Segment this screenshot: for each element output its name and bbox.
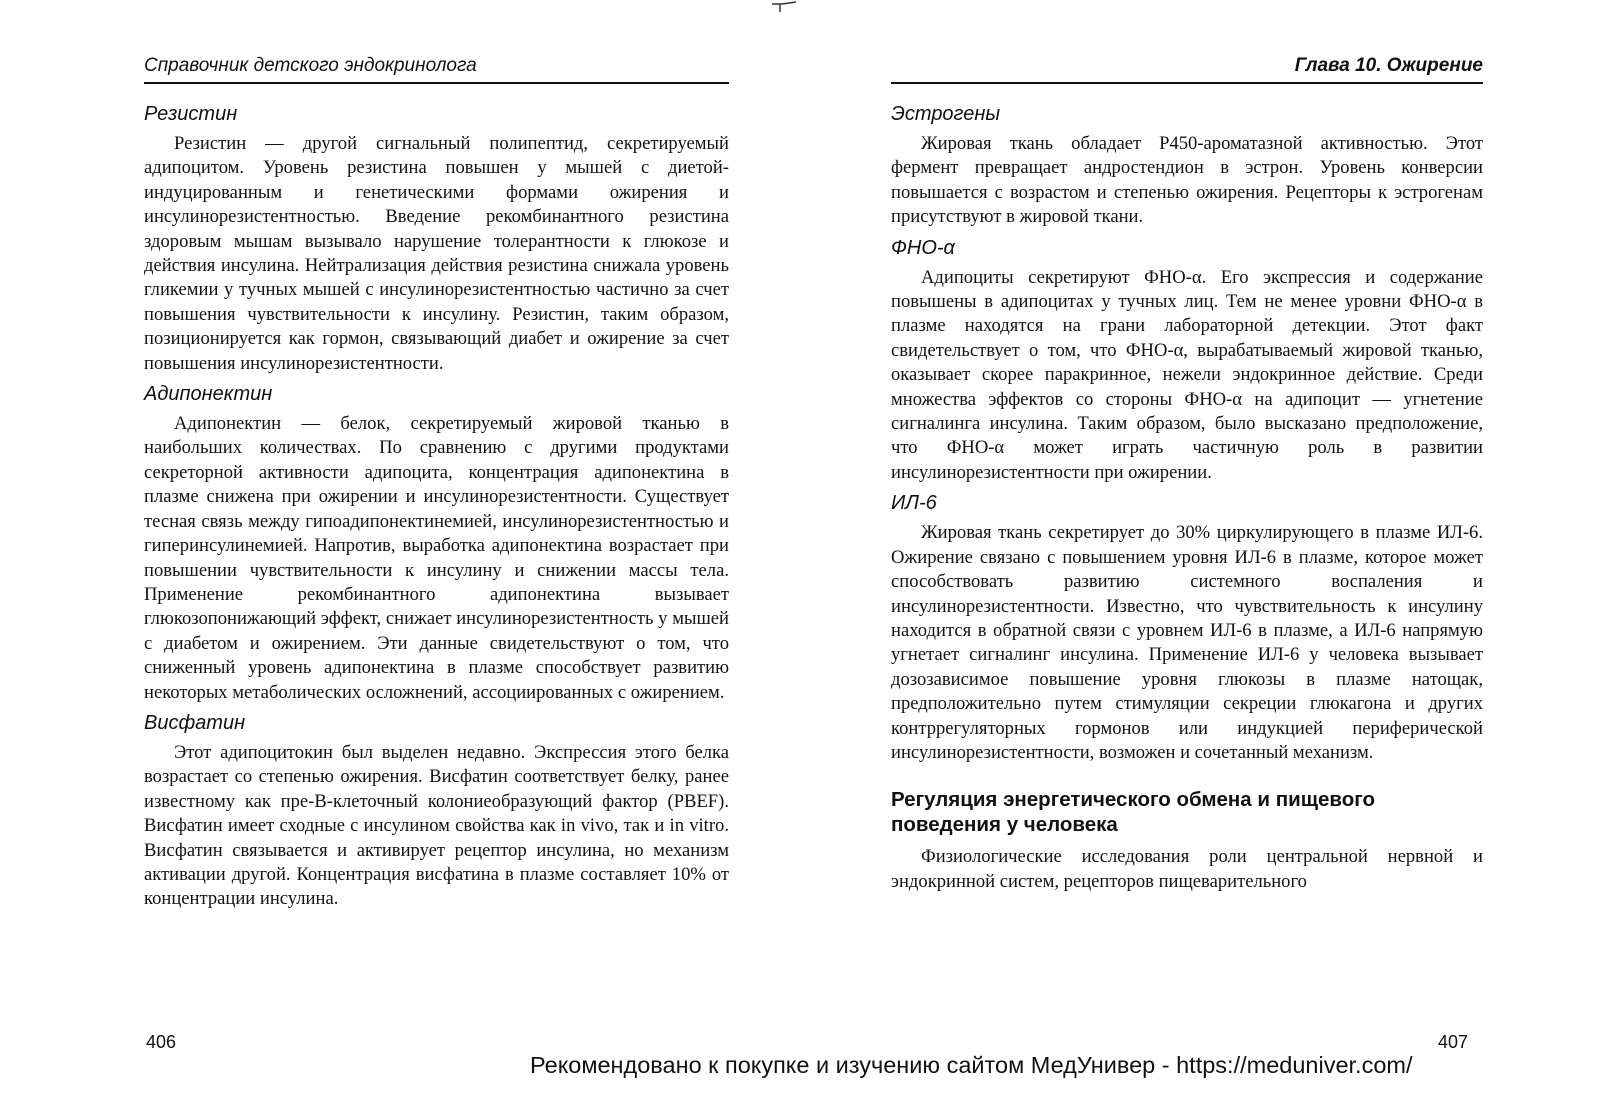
section-text-adiponectin: Адипонектин — белок, секретируемый жировой тканью в наибольших количествах. По сравнению с другими продуктами секреторной активности адипоцита, концентрация адипонектина в плазме снижена при ожирении и инсулинорезистентности. Существует тесная связь между гипоадипонектинемией, инсулинорезистентностью и гиперинсулинемией. Напротив, выработка адипонектина возрастает при повышении чувствительности к инсулину и снижении массы тела. Применение рекомбинантного адипонектина вызывает глюкозопонижающий эффект, снижает инсулинорезистентность у мышей с диабетом и ожирением. Эти данные свидетельствуют о том, что сниженный уровень адипонектина в плазме способствует развитию некоторых метаболических осложнений, ассоциированных с ожирением. — [144, 413, 729, 703]
section-text-tnf-alpha: Адипоциты секретируют ФНО-α. Его экспрессия и содержание повышены в адипоцитах у тучных лиц. Тем не менее уровни ФНО-α в плазме находятся на грани лабораторной детекции. Этот факт свидетельствует о том, что ФНО-α, вырабатываемый жировой тканью, оказывает скорее паракринное, нежели эндокринное действие. Среди множества эффектов со стороны ФНО-α на адипоцит — угнетение сигналинга инсулина. Таким образом, было высказано предположение, что ФНО-α может играть частичную роль в развитии инсулинорезистентности при ожирении. — [891, 266, 1483, 483]
section-text-resistin: Резистин — другой сигнальный полипептид, секретируемый адипоцитом. Уровень резистина повышен у мышей с диетой-индуцированным и генетическими формами ожирения и инсулинорезистентностью. Введение рекомбинантного резистина здоровым мышам вызывало нарушение толерантности к глюкозе и действия инсулина. Нейтрализация действия резистина снижала уровень гликемии у тучных мышей с инсулинорезистентностью частично за счет повышения чувствительности к инсулину. Резистин, таким образом, позиционируется как гормон, связывающий диабет и ожирение за счет повышения инсулинорезистентности. — [144, 133, 729, 374]
page-number-right: 407 — [1438, 1032, 1469, 1052]
section-text-il6: Жировая ткань секретирует до 30% циркулирующего в плазме ИЛ-6. Ожирение связано с повышением уровня ИЛ-6 в плазме, которое может способствовать развитию системного воспаления и инсулинорезистентности. Известно, что чувствительность к инсулину находится в обратной связи с уровнем ИЛ-6 в плазме, а ИЛ-6 напрямую угнетает сигналинг инсулина. Применение ИЛ-6 у человека вызывает дозозависимое повышение уровня глюкозы в плазме натощак, предположительно путем стимуляции секреции глюкагона и других контррегуляторных гормонов или индукцией периферической инсулинорезистентности, возможен и сочетанный механизм. — [891, 522, 1483, 763]
right-running-head: Глава 10. Ожирение — [891, 54, 1483, 84]
left-page — [144, 54, 729, 1064]
page-number-left: 406 — [146, 1032, 177, 1052]
section-title-adiponectin: Адипонектин — [144, 383, 273, 406]
section-title-il6: ИЛ-6 — [891, 492, 937, 515]
final-paragraph: Физиологические исследования роли центральной нервной и эндокринной систем, рецепторов пищеварительного — [891, 846, 1483, 892]
bold-heading-energy-regulation: Регуляция энергетического обмена и пищевого поведения у человека — [891, 788, 1376, 837]
section-title-visfatin: Висфатин — [144, 711, 246, 734]
left-running-head: Справочник детского эндокринолога — [144, 54, 729, 84]
right-page — [891, 54, 1483, 1064]
section-text-visfatin: Этот адипоцитокин был выделен недавно. Экспрессия этого белка возрастает со степенью ожирения. Висфатин соответствует белку, ранее известному как пре-В-клеточный колониеобразующий фактор (PBEF). Висфатин имеет сходные с инсулином свойства как in vivo, так и in vitro. Висфатин связывается и активирует рецептор инсулина, но механизм активации другой. Концентрация висфатина в плазме составляет 10% от концентрации инсулина. — [144, 741, 729, 910]
watermark-text: Рекомендовано к покупке и изучению сайтом МедУнивер - https://meduniver.com/ — [530, 1052, 1413, 1078]
section-text-estrogens: Жировая ткань обладает P450-ароматазной активностью. Этот фермент превращает андростендион в эстрон. Уровень конверсии повышается с возрастом и степенью ожирения. Рецепторы к эстрогенам присутствуют в жировой ткани. — [891, 133, 1483, 228]
section-title-tnf-alpha: ФНО-α — [891, 236, 955, 259]
section-title-resistin: Резистин — [144, 103, 238, 125]
section-title-estrogens: Эстрогены — [891, 103, 1001, 125]
fold-mark-icon — [770, 0, 800, 14]
